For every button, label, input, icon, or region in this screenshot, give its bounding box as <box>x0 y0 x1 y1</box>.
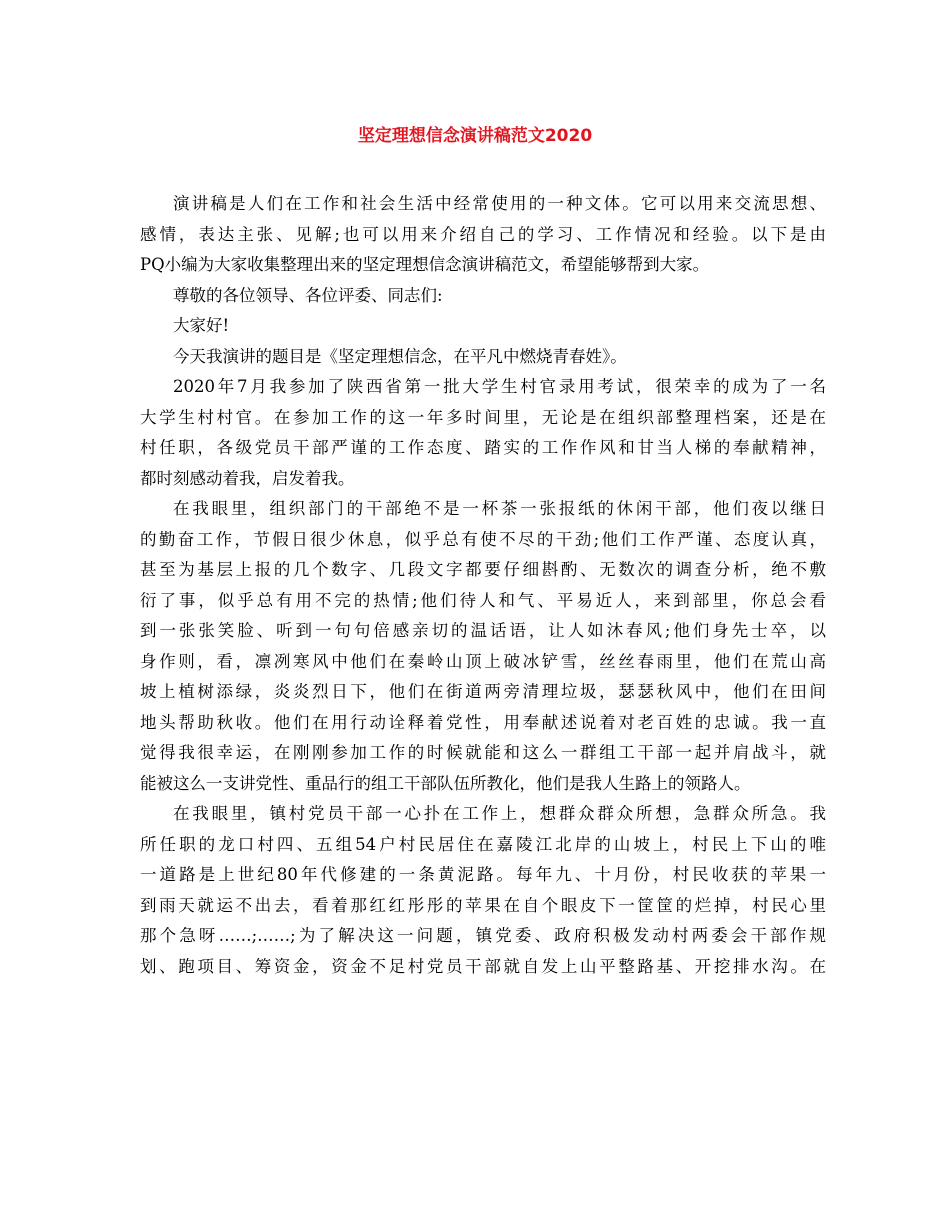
body-line: 划、跑项目、筹资金，资金不足村党员干部就自发上山平整路基、开挖排水沟。在 <box>140 956 826 976</box>
body-line: 村任职，各级党员干部严谨的工作态度、踏实的工作作风和甘当人梯的奉献精神， <box>140 438 826 457</box>
body-line: 在我眼里，组织部门的干部绝不是一杯茶一张报纸的休闲干部，他们夜以继日 <box>173 499 826 518</box>
body-line: 的勤奋工作，节假日很少休息，似乎总有使不尽的干劲;他们工作严谨、态度认真， <box>140 529 826 549</box>
document-title: 坚定理想信念演讲稿范文2020 <box>357 126 593 146</box>
body-line: 在我眼里，镇村党员干部一心扑在工作上，想群众群众所想，急群众所急。我 <box>173 804 826 823</box>
body-line: 一道路是上世纪80年代修建的一条黄泥路。每年九、十月份，村民收获的苹果一 <box>140 865 826 884</box>
body-line: 大家好! <box>173 316 230 335</box>
body-line: 都时刻感动着我，启发着我。 <box>140 468 355 488</box>
body-line: 所任职的龙口村四、五组54户村民居住在嘉陵江北岸的山坡上，村民上下山的唯 <box>140 834 826 854</box>
body-line: 地头帮助秋收。他们在用行动诠释着党性，用奉献述说着对老百姓的忠诚。我一直 <box>140 712 826 732</box>
document-body <box>140 189 826 982</box>
body-line: 尊敬的各位领导、各位评委、同志们: <box>173 285 443 305</box>
body-line: 能被这么一支讲党性、重品行的组工干部队伍所教化，他们是我人生路上的领路人。 <box>140 773 751 793</box>
body-line: 今天我演讲的题目是《坚定理想信念，在平凡中燃烧青春姓》。 <box>173 346 627 366</box>
body-line: 坡上植树添绿，炎炎烈日下，他们在街道两旁清理垃圾，瑟瑟秋风中，他们在田间 <box>140 682 826 701</box>
body-line: 那个急呀……;……;为了解决这一问题，镇党委、政府积极发动村两委会干部作规 <box>140 926 826 945</box>
body-line: 甚至为基层上报的几个数字、几段文字都要仔细斟酌、无数次的调查分析，绝不敷 <box>140 560 826 579</box>
body-line: PQ小编为大家收集整理出来的坚定理想信念演讲稿范文，希望能够帮到大家。 <box>140 255 710 274</box>
body-line: 衍了事，似乎总有用不完的热情;他们待人和气、平易近人，来到部里，你总会看 <box>140 590 826 610</box>
body-line: 到雨天就运不出去，看着那红红彤彤的苹果在自个眼皮下一筐筐的烂掉，村民心里 <box>140 895 826 915</box>
body-line: 2020年7月我参加了陕西省第一批大学生村官录用考试，很荣幸的成为了一名 <box>173 377 826 396</box>
body-line: 到一张张笑脸、听到一句句倍感亲切的温话语，让人如沐春风;他们身先士卒，以 <box>140 621 826 640</box>
body-line: 大学生村村官。在参加工作的这一年多时间里，无论是在组织部整理档案，还是在 <box>140 407 826 427</box>
body-line: 觉得我很幸运，在刚刚参加工作的时候就能和这么一群组工干部一起并肩战斗，就 <box>140 743 826 762</box>
body-line: 身作则，看，凛冽寒风中他们在秦岭山顶上破冰铲雪，丝丝春雨里，他们在荒山高 <box>140 651 826 671</box>
body-line: 演讲稿是人们在工作和社会生活中经常使用的一种文体。它可以用来交流思想、 <box>173 194 826 213</box>
body-line: 感情，表达主张、见解;也可以用来介绍自己的学习、工作情况和经验。以下是由 <box>140 224 826 244</box>
